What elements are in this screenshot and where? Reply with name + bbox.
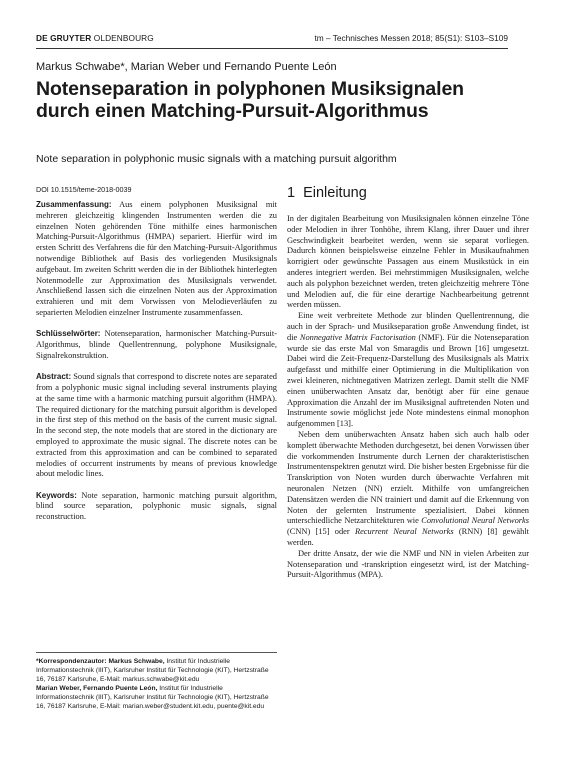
schluesselwoerter-label: Schlüsselwörter:	[36, 329, 101, 339]
p3-text-c: (RNN) [8] gewählt werden.	[287, 527, 529, 547]
coauthors-label: Marian Weber, Fernando Puente León,	[36, 685, 158, 692]
abstract-column	[36, 200, 277, 534]
p3-text-b: (CNN) [15] oder	[287, 527, 355, 537]
publisher-name	[36, 33, 154, 43]
section-heading	[287, 184, 529, 202]
footnote-rule	[36, 652, 277, 653]
body-paragraph-4: Der dritte Ansatz, der wie die NMF und NN in vielen Arbeiten zur Notenseparation und -transkription eingesetzt wird, ist der Matching-Pursuit-Algorithmus (MPA).	[287, 548, 529, 580]
body-paragraph-1: In der digitalen Bearbeitung von Musiksignalen können einzelne Töne oder Melodien in ihrer Tonhöhe, ihrem Klang, ihrer Dauer und ihrer Geschwindigkeit bearbeitet werden, wenn sie separat vorliegen. Dadurch können beispielsweise einzelne Fehler in Musikaufnahmen korrigiert oder gewünschte Passagen aus einem Musikstück in ein anderes integriert werden. Bei mehrstimmigen Musiksignalen, welche auch als polyphon bezeichnet werden, treten gleichzeitig mehrere Töne und Melodien auf, die für eine derartige Nachbearbeitung getrennt werden müssen.	[287, 214, 529, 310]
corresponding-author-label: *Korrespondenzautor: Markus Schwabe,	[36, 658, 165, 665]
body-paragraph-3	[287, 430, 529, 549]
corresponding-author	[36, 657, 277, 684]
body-column	[287, 184, 529, 581]
article-title: Notenseparation in polyphonen Musiksignalen durch einen Matching-Pursuit-Algorithmus	[36, 78, 464, 122]
section-number: 1	[287, 185, 296, 201]
schluesselwoerter-text: Notenseparation, harmonischer Matching-Pursuit-Algorithmus, blinde Quellentrennung, polyphone Musiksignale, Signalrekonstruktion.	[36, 329, 277, 360]
abstract-label: Abstract:	[36, 372, 72, 382]
p3-text-a: Neben dem unüberwachten Ansatz haben sich auch halb oder komplett überwachte Methoden durchgesetzt, bei denen Vorwissen über die vorkommenden Instrumente durch Lernen der charakteristischen Instrumentenspektren genutzt wird. Die bisher besten Ergebnisse für die Transkription von Noten wurden durch überwachte Verfahren mit neuronalen Netzen (NN) erzielt. Mithilfe von umfangreichen Datensätzen werden die NN trainiert und damit auf die Erkennung von Noten der gelernten Instrumente spezialisiert. Dabei können unterschiedliche Netzarchitekturen wie	[287, 429, 529, 526]
doi: DOI 10.1515/teme-2018-0039	[36, 185, 132, 194]
author-footnote	[36, 657, 277, 711]
keywords-label: Keywords:	[36, 490, 77, 500]
body-paragraph-2	[287, 311, 529, 430]
header-rule	[36, 48, 508, 49]
nmf-term: Nonnegative Matrix Factorisation	[299, 332, 416, 342]
publisher-rest: OLDENBOURG	[91, 33, 154, 43]
journal-citation: tm – Technisches Messen 2018; 85(S1): S103–S109	[314, 33, 508, 43]
cnn-term: Convolutional Neural Networks	[421, 516, 529, 526]
zusammenfassung-label: Zusammenfassung:	[36, 200, 112, 209]
author-list: Markus Schwabe*, Marian Weber und Fernando Puente León	[36, 61, 337, 73]
zusammenfassung-paragraph	[36, 200, 277, 319]
section-title: Einleitung	[303, 185, 367, 201]
zusammenfassung-text: Aus einem polyphonen Musiksignal mit mehreren gleichzeitig klingenden Instrumenten werden die zu einzelnen Noten gehörenden Töne mithilfe eines harmonischen Matching-Pursuit-Algorithmus (HMPA) separiert. Hierfür wird im ersten Schritt des Verfahrens die für den Matching-Pursuit-Algorithmus notwendige Bibliothek auf Basis des vorliegenden Musiksignals aufgebaut. Im zweiten Schritt werden die in der Bibliothek hinterlegten Notenmodelle zur Approximation des Musiksignals verwendet. Anschließend lassen sich die einzelnen Noten aus der Approximation extrahieren und mit dem Vorwissen von Melodieverläufen zu separierten Melodien einzelner Instrumente zusammenfassen.	[36, 200, 277, 317]
corresponding-author-text: Institut für Industrielle Informationstechnik (IIIT), Karlsruher Institut für Technologie (KIT), Hertzstraße 16, 76187 Karlsruhe, E-Mail: markus.schwabe@kit.edu	[36, 658, 269, 683]
publisher-bold: DE GRUYTER	[36, 33, 92, 43]
running-header	[36, 33, 508, 45]
rnn-term: Recurrent Neural Networks	[354, 527, 454, 537]
p2-text-b: (NMF). Für die Notenseparation wurde sie das erste Mal von Smaragdis und Brown [16] umgesetzt. Dabei wird die Zeit-Frequenz-Darstellung des Musiksignals als Matrix aufgefasst und mithilfe einer Optimierung in die Multiplikation von zwei kleineren, nichtnegativen Matrizen zerlegt. Damit stellt die NMF einen unüberwachten Ansatz dar, benötigt aber für eine genaue Approximation die Anzahl der im Musiksignal auftretenden Noten und Instrumente sowie möglichst jede Note mindestens einmal monophon aufgenommen [13].	[287, 332, 529, 429]
english-title: Note separation in polyphonic music signals with a matching pursuit algorithm	[36, 153, 397, 165]
keywords-paragraph	[36, 491, 277, 523]
abstract-text: Sound signals that correspond to discrete notes are separated from a polyphonic music signal including several instruments playing at the same time with a harmonic matching pursuit algorithm (HMPA). The required dictionary for the matching pursuit algorithm is developed in the first step of this method on the basis of the current music signal. In the second step, the note models that are stored in the dictionary are employed to approximate the music signal. The discrete notes can be extracted from this approximation and can be combined to separated melodies of occurrent instruments by means of previous knowledge about melodic lines.	[36, 372, 277, 479]
keywords-text: Note separation, harmonic matching pursuit algorithm, blind source separation, polyphonic music signals, signal reconstruction.	[36, 490, 277, 522]
schluesselwoerter-paragraph	[36, 329, 277, 361]
coauthors	[36, 684, 277, 711]
coauthors-text: Institut für Industrielle Informationstechnik (IIIT), Karlsruher Institut für Technologie (KIT), Hertzstraße 16, 76187 Karlsruhe, E-Mail: marian.weber@student.kit.edu, puente@kit.edu	[36, 685, 269, 710]
abstract-paragraph	[36, 372, 277, 480]
p2-text-a: Eine weit verbreitete Methode zur blinden Quellentrennung, die auch in der Sprach- und Musikseparation große Anwendung findet, ist die	[287, 311, 529, 342]
